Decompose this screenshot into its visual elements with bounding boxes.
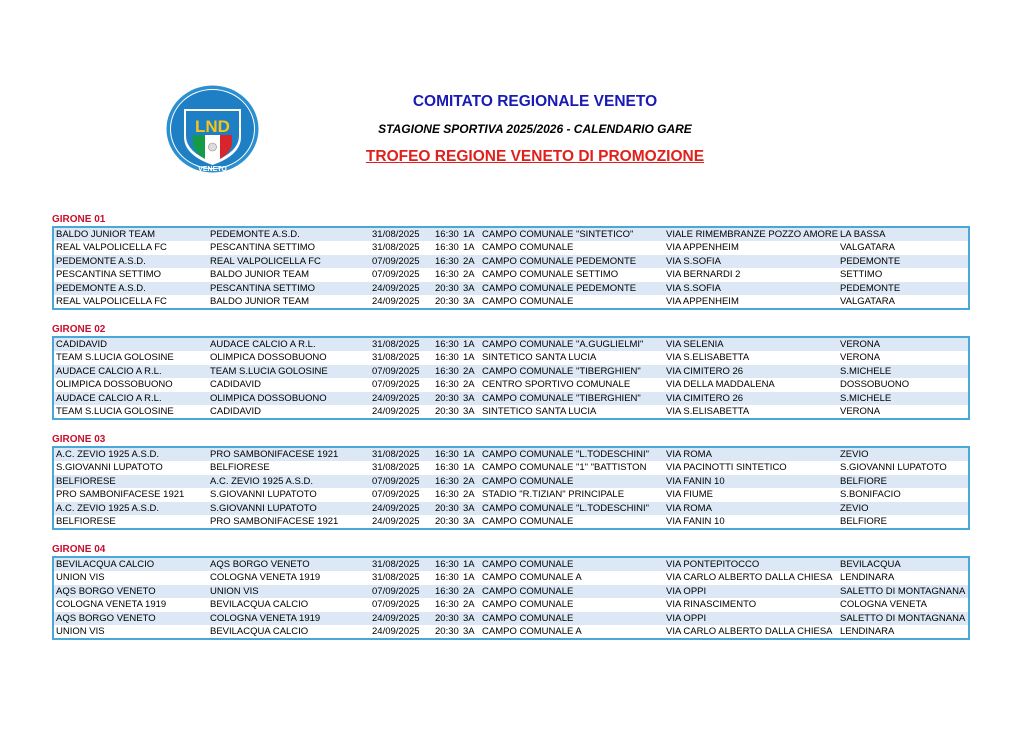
group-3 (52, 433, 970, 530)
match-date: 31/08/2025 (372, 449, 420, 460)
table-row (54, 228, 968, 241)
table-row (54, 515, 968, 528)
group-table (52, 446, 970, 530)
venue: CAMPO COMUNALE "TIBERGHIEN" (482, 365, 641, 377)
home-team: S.GIOVANNI LUPATOTO (56, 462, 163, 474)
city: LENDINARA (840, 625, 895, 637)
city: S.GIOVANNI LUPATOTO (840, 462, 947, 474)
address: VIA CARLO ALBERTO DALLA CHIESA (666, 625, 833, 637)
match-time: 16:30 (435, 489, 459, 501)
home-team: AQS BORGO VENETO (56, 612, 156, 624)
away-team: PRO SAMBONIFACESE 1921 (210, 515, 339, 527)
season-subtitle: STAGIONE SPORTIVA 2025/2026 - CALENDARIO GARE (378, 122, 692, 136)
round: 3A (463, 625, 475, 637)
away-team: REAL VALPOLICELLA FC (210, 255, 321, 267)
home-team: A.C. ZEVIO 1925 A.S.D. (56, 449, 159, 460)
away-team: OLIMPICA DOSSOBUONO (210, 352, 327, 364)
venue: CAMPO COMUNALE (482, 242, 574, 254)
round: 1A (463, 449, 475, 460)
away-team: BALDO JUNIOR TEAM (210, 269, 310, 281)
match-date: 07/09/2025 (372, 255, 420, 267)
city: S.MICHELE (840, 365, 892, 377)
round: 1A (463, 242, 475, 254)
city: VALGATARA (840, 242, 895, 254)
venue: CAMPO COMUNALE SETTIMO (482, 269, 619, 281)
match-date: 07/09/2025 (372, 269, 420, 281)
table-row (54, 268, 968, 281)
table-row (54, 475, 968, 488)
home-team: PEDEMONTE A.S.D. (56, 255, 146, 267)
address: VIA RINASCIMENTO (666, 599, 757, 611)
city: S.MICHELE (840, 392, 892, 404)
address: VIALE RIMEMBRANZE POZZO AMORE (666, 229, 839, 240)
away-team: BALDO JUNIOR TEAM (210, 295, 310, 307)
group-table (52, 336, 970, 420)
round: 2A (463, 489, 475, 501)
match-time: 16:30 (435, 352, 459, 364)
round: 3A (463, 612, 475, 624)
round: 1A (463, 572, 475, 584)
home-team: BELFIORESE (56, 475, 116, 487)
round: 3A (463, 295, 475, 307)
home-team: CADIDAVID (56, 339, 108, 350)
home-team: UNION VIS (56, 572, 105, 584)
city: VERONA (840, 352, 881, 364)
table-row (54, 338, 968, 351)
home-team: COLOGNA VENETA 1919 (56, 599, 167, 611)
round: 2A (463, 585, 475, 597)
group-title: GIRONE 02 (52, 324, 106, 335)
venue: SINTETICO SANTA LUCIA (482, 352, 597, 364)
city: SALETTO DI MONTAGNANA (840, 585, 966, 597)
match-date: 31/08/2025 (372, 352, 420, 364)
match-time: 20:30 (435, 612, 459, 624)
city: SALETTO DI MONTAGNANA (840, 612, 966, 624)
away-team: CADIDAVID (210, 405, 262, 417)
match-time: 16:30 (435, 462, 459, 474)
address: VIA PACINOTTI SINTETICO (666, 462, 787, 474)
address: VIA CARLO ALBERTO DALLA CHIESA (666, 572, 833, 584)
table-row (54, 571, 968, 584)
match-time: 16:30 (435, 585, 459, 597)
group-table (52, 226, 970, 310)
match-time: 20:30 (435, 405, 459, 417)
match-time: 16:30 (435, 449, 459, 460)
table-row (54, 282, 968, 295)
round: 2A (463, 379, 475, 391)
group-2 (52, 323, 970, 420)
group-title: GIRONE 04 (52, 544, 106, 555)
table-row (54, 612, 968, 625)
match-time: 16:30 (435, 379, 459, 391)
round: 2A (463, 599, 475, 611)
home-team: BELFIORESE (56, 515, 116, 527)
round: 2A (463, 475, 475, 487)
match-time: 20:30 (435, 515, 459, 527)
venue: CAMPO COMUNALE PEDEMONTE (482, 255, 637, 267)
venue: CAMPO COMUNALE (482, 475, 574, 487)
address: VIA SELENIA (666, 339, 724, 350)
city: S.BONIFACIO (840, 489, 901, 501)
away-team: S.GIOVANNI LUPATOTO (210, 502, 317, 514)
venue: CAMPO COMUNALE (482, 295, 574, 307)
round: 1A (463, 462, 475, 474)
match-time: 16:30 (435, 339, 459, 350)
home-team: AUDACE CALCIO A R.L. (56, 365, 162, 377)
match-time: 16:30 (435, 242, 459, 254)
match-time: 16:30 (435, 229, 459, 240)
match-date: 24/09/2025 (372, 515, 420, 527)
match-date: 24/09/2025 (372, 612, 420, 624)
home-team: UNION VIS (56, 625, 105, 637)
address: VIA OPPI (666, 612, 707, 624)
table-row (54, 255, 968, 268)
match-date: 31/08/2025 (372, 229, 420, 240)
lnd-logo (166, 85, 259, 173)
match-date: 07/09/2025 (372, 585, 420, 597)
address: VIA FIUME (666, 489, 713, 501)
venue: CAMPO COMUNALE "SINTETICO" (482, 229, 634, 240)
match-date: 31/08/2025 (372, 339, 420, 350)
group-4 (52, 543, 970, 640)
round: 3A (463, 502, 475, 514)
home-team: AQS BORGO VENETO (56, 585, 156, 597)
table-row (54, 448, 968, 461)
round: 1A (463, 352, 475, 364)
match-date: 31/08/2025 (372, 462, 420, 474)
city: BEVILACQUA (840, 559, 901, 570)
venue: CAMPO COMUNALE (482, 515, 574, 527)
home-team: AUDACE CALCIO A R.L. (56, 392, 162, 404)
round: 3A (463, 282, 475, 294)
city: ZEVIO (840, 449, 869, 460)
city: PEDEMONTE (840, 255, 901, 267)
venue: CAMPO COMUNALE A (482, 572, 582, 584)
table-row (54, 461, 968, 474)
city: VERONA (840, 405, 881, 417)
address: VIA DELLA MADDALENA (666, 379, 775, 391)
match-time: 20:30 (435, 625, 459, 637)
away-team: A.C. ZEVIO 1925 A.S.D. (210, 475, 313, 487)
home-team: PRO SAMBONIFACESE 1921 (56, 489, 185, 501)
match-time: 20:30 (435, 392, 459, 404)
table-row (54, 351, 968, 364)
address: VIA S.ELISABETTA (666, 405, 750, 417)
home-team: TEAM S.LUCIA GOLOSINE (56, 352, 174, 364)
table-row (54, 558, 968, 571)
address: VIA FANIN 10 (666, 515, 725, 527)
city: BELFIORE (840, 475, 887, 487)
away-team: PEDEMONTE A.S.D. (210, 229, 300, 240)
away-team: AQS BORGO VENETO (210, 559, 310, 570)
match-date: 31/08/2025 (372, 242, 420, 254)
match-date: 07/09/2025 (372, 365, 420, 377)
table-row (54, 488, 968, 501)
round: 3A (463, 405, 475, 417)
venue: CAMPO COMUNALE (482, 599, 574, 611)
match-date: 07/09/2025 (372, 599, 420, 611)
city: SETTIMO (840, 269, 883, 281)
address: VIA S.ELISABETTA (666, 352, 750, 364)
match-time: 20:30 (435, 282, 459, 294)
group-table (52, 556, 970, 640)
match-time: 16:30 (435, 365, 459, 377)
address: VIA ROMA (666, 502, 712, 514)
away-team: BEVILACQUA CALCIO (210, 599, 309, 611)
match-date: 24/09/2025 (372, 282, 420, 294)
match-time: 16:30 (435, 599, 459, 611)
away-team: AUDACE CALCIO A R.L. (210, 339, 316, 350)
home-team: BALDO JUNIOR TEAM (56, 229, 156, 240)
away-team: S.GIOVANNI LUPATOTO (210, 489, 317, 501)
address: VIA S.SOFIA (666, 255, 721, 267)
venue: CAMPO COMUNALE PEDEMONTE (482, 282, 637, 294)
table-row (54, 598, 968, 611)
home-team: PESCANTINA SETTIMO (56, 269, 162, 281)
away-team: PESCANTINA SETTIMO (210, 282, 316, 294)
round: 3A (463, 392, 475, 404)
match-date: 07/09/2025 (372, 489, 420, 501)
group-title: GIRONE 03 (52, 434, 106, 445)
match-time: 16:30 (435, 269, 459, 281)
home-team: TEAM S.LUCIA GOLOSINE (56, 405, 174, 417)
table-row (54, 241, 968, 254)
home-team: REAL VALPOLICELLA FC (56, 295, 167, 307)
away-team: BEVILACQUA CALCIO (210, 625, 309, 637)
page-title: COMITATO REGIONALE VENETO (412, 93, 658, 110)
city: PEDEMONTE (840, 282, 901, 294)
match-date: 24/09/2025 (372, 295, 420, 307)
round: 2A (463, 365, 475, 377)
table-row (54, 378, 968, 391)
venue: CAMPO COMUNALE "1" "BATTISTON (482, 462, 647, 474)
table-row (54, 295, 968, 308)
group-1 (52, 213, 970, 310)
address: VIA CIMITERO 26 (666, 392, 744, 404)
address: VIA CIMITERO 26 (666, 365, 744, 377)
round: 2A (463, 255, 475, 267)
city: LA BASSA (840, 229, 886, 240)
venue: CAMPO COMUNALE A (482, 625, 582, 637)
address: VIA S.SOFIA (666, 282, 721, 294)
city: COLOGNA VENETA (840, 599, 927, 611)
address: VIA BERNARDI 2 (666, 269, 741, 281)
match-date: 24/09/2025 (372, 502, 420, 514)
table-row (54, 365, 968, 378)
venue: CAMPO COMUNALE "L.TODESCHINI" (482, 449, 650, 460)
city: BELFIORE (840, 515, 887, 527)
address: VIA APPENHEIM (666, 242, 739, 254)
venue: CAMPO COMUNALE (482, 585, 574, 597)
venue: CAMPO COMUNALE (482, 559, 574, 570)
home-team: PEDEMONTE A.S.D. (56, 282, 146, 294)
round: 1A (463, 229, 475, 240)
away-team: COLOGNA VENETA 1919 (210, 612, 321, 624)
away-team: OLIMPICA DOSSOBUONO (210, 392, 327, 404)
home-team: REAL VALPOLICELLA FC (56, 242, 167, 254)
match-date: 24/09/2025 (372, 392, 420, 404)
address: VIA FANIN 10 (666, 475, 725, 487)
away-team: COLOGNA VENETA 1919 (210, 572, 321, 584)
table-row (54, 502, 968, 515)
logo-sub: VENETO (198, 166, 227, 173)
table-row (54, 392, 968, 405)
match-time: 20:30 (435, 295, 459, 307)
venue: CAMPO COMUNALE "TIBERGHIEN" (482, 392, 641, 404)
venue: CENTRO SPORTIVO COMUNALE (482, 379, 631, 391)
home-team: BEVILACQUA CALCIO (56, 559, 155, 570)
match-date: 31/08/2025 (372, 572, 420, 584)
city: VERONA (840, 339, 881, 350)
competition-title: TROFEO REGIONE VENETO DI PROMOZIONE (365, 148, 705, 165)
match-time: 16:30 (435, 255, 459, 267)
group-title: GIRONE 01 (52, 214, 106, 225)
home-team: A.C. ZEVIO 1925 A.S.D. (56, 502, 159, 514)
address: VIA PONTEPITOCCO (666, 559, 760, 570)
match-time: 20:30 (435, 502, 459, 514)
away-team: UNION VIS (210, 585, 259, 597)
address: VIA APPENHEIM (666, 295, 739, 307)
city: ZEVIO (840, 502, 869, 514)
table-row (54, 625, 968, 638)
venue: CAMPO COMUNALE (482, 612, 574, 624)
city: VALGATARA (840, 295, 895, 307)
city: DOSSOBUONO (840, 379, 910, 391)
round: 2A (463, 269, 475, 281)
away-team: PRO SAMBONIFACESE 1921 (210, 449, 339, 460)
venue: SINTETICO SANTA LUCIA (482, 405, 597, 417)
match-time: 16:30 (435, 475, 459, 487)
address: VIA ROMA (666, 449, 712, 460)
city: LENDINARA (840, 572, 895, 584)
away-team: CADIDAVID (210, 379, 262, 391)
match-date: 24/09/2025 (372, 405, 420, 417)
away-team: PESCANTINA SETTIMO (210, 242, 316, 254)
match-date: 31/08/2025 (372, 559, 420, 570)
match-date: 07/09/2025 (372, 475, 420, 487)
address: VIA OPPI (666, 585, 707, 597)
match-time: 16:30 (435, 572, 459, 584)
away-team: TEAM S.LUCIA GOLOSINE (210, 365, 328, 377)
away-team: BELFIORESE (210, 462, 270, 474)
venue: CAMPO COMUNALE "L.TODESCHINI" (482, 502, 650, 514)
table-row (54, 585, 968, 598)
round: 1A (463, 559, 475, 570)
round: 3A (463, 515, 475, 527)
round: 1A (463, 339, 475, 350)
match-date: 07/09/2025 (372, 379, 420, 391)
venue: STADIO "R.TIZIAN" PRINCIPALE (482, 489, 625, 501)
table-row (54, 405, 968, 418)
match-date: 24/09/2025 (372, 625, 420, 637)
venue: CAMPO COMUNALE "A.GUGLIELMI" (482, 339, 644, 350)
home-team: OLIMPICA DOSSOBUONO (56, 379, 173, 391)
match-time: 16:30 (435, 559, 459, 570)
logo-text: LND (195, 117, 230, 136)
